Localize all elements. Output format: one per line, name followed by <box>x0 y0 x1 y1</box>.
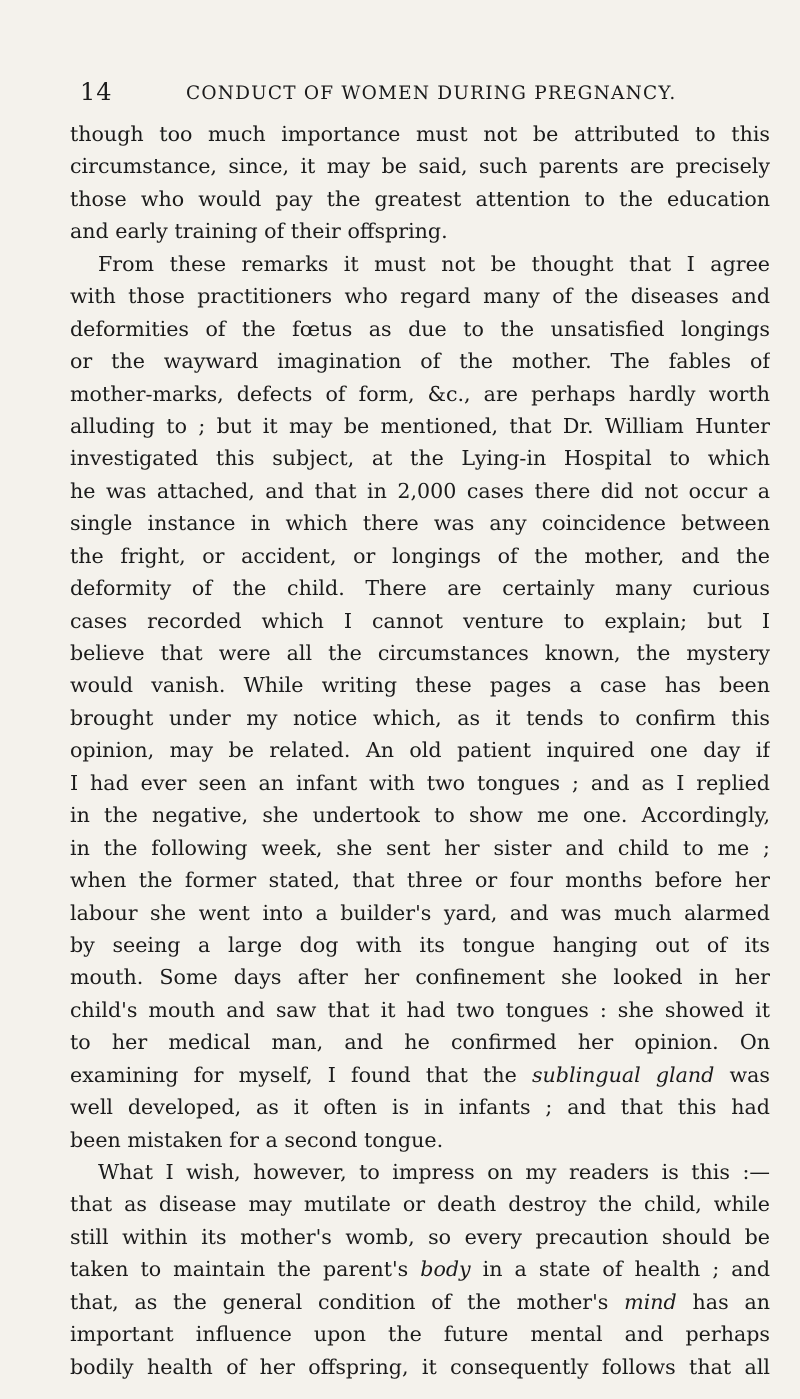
text-line: deformity of the child. There are certainly many curious <box>70 576 770 601</box>
text-line: would vanish. While writing these pages a case has been <box>70 673 770 698</box>
text-line: cases recorded which I cannot venture to explain; but I <box>70 608 770 633</box>
text-line: brought under my notice which, as it tends to confirm this <box>70 705 770 730</box>
text-run: in a state of health ; and <box>470 1257 770 1282</box>
text-line: important influence upon the future mental and perhaps <box>70 1322 770 1347</box>
text-line: in the negative, she undertook to show me one. Accordingly, <box>70 803 770 828</box>
italic-term: body <box>420 1257 471 1282</box>
text-line: or the wayward imagination of the mother. The fables of <box>70 349 770 374</box>
text-line: single instance in which there was any coincidence between <box>70 511 770 536</box>
text-line: opinion, may be related. An old patient inquired one day if <box>70 738 770 763</box>
text-line: investigated this subject, at the Lying-in Hospital to which <box>70 446 770 471</box>
running-title: CONDUCT OF WOMEN DURING PREGNANCY. <box>186 83 677 104</box>
body-text <box>70 118 770 1383</box>
text-line: well developed, as it often is in infants ; and that this had <box>70 1095 770 1120</box>
page-number: 14 <box>80 78 113 106</box>
text-line: the fright, or accident, or longings of the mother, and the <box>70 543 770 568</box>
text-line: to her medical man, and he confirmed her opinion. On <box>70 1030 770 1055</box>
text-run: has an <box>676 1289 770 1314</box>
text-line: that as disease may mutilate or death destroy the child, while <box>70 1192 770 1217</box>
text-run: examining for myself, I found that the <box>70 1062 532 1087</box>
text-line: and early training of their offspring. <box>70 219 448 244</box>
text-line: labour she went into a builder's yard, and was much alarmed <box>70 900 770 925</box>
italic-term: mind <box>624 1289 677 1314</box>
text-line <box>70 1059 770 1091</box>
text-line: though too much importance must not be attributed to this <box>70 122 770 146</box>
text-line: mouth. Some days after her confinement she looked in her <box>70 965 770 990</box>
text-line <box>70 1253 770 1285</box>
text-line: with those practitioners who regard many of the diseases and <box>70 284 770 309</box>
text-line: bodily health of her offspring, it consequently follows that all <box>70 1354 770 1379</box>
text-run: was <box>714 1062 770 1087</box>
text-line: those who would pay the greatest attention to the education <box>70 186 770 211</box>
text-run: that, as the general condition of the mother's <box>70 1289 625 1314</box>
text-run: taken to maintain the parent's <box>70 1257 421 1282</box>
text-line: child's mouth and saw that it had two tongues : she showed it <box>70 997 770 1022</box>
text-line: What I wish, however, to impress on my readers is this :— <box>98 1160 770 1184</box>
text-line: in the following week, she sent her sister and child to me ; <box>70 835 770 860</box>
text-line: he was attached, and that in 2,000 cases there did not occur a <box>70 478 770 503</box>
text-line: still within its mother's womb, so every precaution should be <box>70 1224 770 1249</box>
text-line: believe that were all the circumstances known, the mystery <box>70 641 770 665</box>
text-line: mother-marks, defects of form, &c., are perhaps hardly worth <box>70 381 770 406</box>
text-line <box>70 1286 770 1318</box>
text-line: circumstance, since, it may be said, such parents are precisely <box>70 154 770 179</box>
running-head <box>70 78 770 118</box>
text-line: been mistaken for a second tongue. <box>70 1127 444 1152</box>
text-line: alluding to ; but it may be mentioned, that Dr. William Hunter <box>70 413 770 438</box>
text-line: I had ever seen an infant with two tongues ; and as I replied <box>70 770 770 795</box>
text-line: From these remarks it must not be thought that I agree <box>98 251 770 276</box>
italic-term: sublingual gland <box>531 1062 715 1087</box>
book-page <box>70 78 770 1383</box>
text-line: deformities of the fœtus as due to the unsatisfied longings <box>70 316 770 341</box>
text-line: when the former stated, that three or four months before her <box>70 868 770 893</box>
text-line: by seeing a large dog with its tongue hanging out of its <box>70 932 770 957</box>
